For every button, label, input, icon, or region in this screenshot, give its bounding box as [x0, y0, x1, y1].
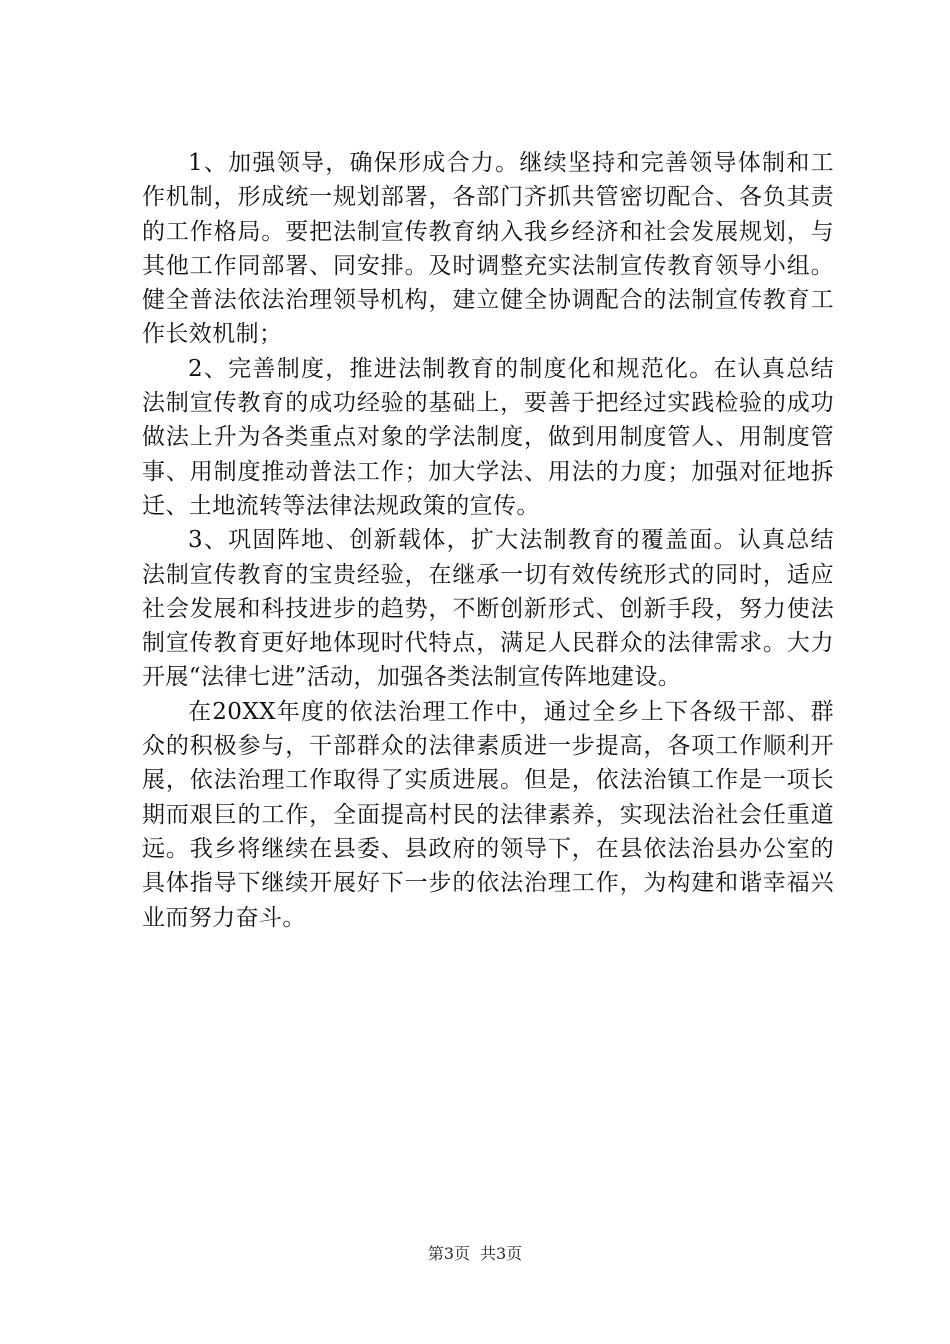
page-number-total: 共3页 [480, 1244, 523, 1263]
paragraph-improve-system: 2、完善制度，推进法制教育的制度化和规范化。在认真总结法制宣传教育的成功经验的基础上，要善于把经过实践检验的成功做法上升为各类重点对象的学法制度，做到用制度管人、用制度管事、用制度推动普法工作；加大学法、用法的力度；加强对征地拆迁、土地流转等法律法规政策的宣传。 [142, 355, 834, 519]
paragraph-annual-summary: 在20XX年度的依法治理工作中，通过全乡上下各级干部、群众的积极参与，干部群众的法律素质进一步提高，各项工作顺利开展，依法治理工作取得了实质进展。但是，依法治镇工作是一项长期而艰巨的工作，全面提高村民的法律素养，实现法治社会任重道远。我乡将继续在县委、县政府的领导下，在县依法治县办公室的具体指导下继续开展好下一步的依法治理工作，为构建和谐幸福兴业而努力奋斗。 [142, 698, 834, 931]
document-body [142, 146, 834, 935]
page-footer [0, 1244, 950, 1264]
paragraph-consolidate-positions: 3、巩固阵地、创新载体，扩大法制教育的覆盖面。认真总结法制宣传教育的宝贵经验，在继承一切有效传统形式的同时，适应社会发展和科技进步的趋势，不断创新形式、创新手段，努力使法制宣传教育更好地体现时代特点，满足人民群众的法律需求。大力开展“法律七进”活动，加强各类法制宣传阵地建设。 [142, 527, 834, 691]
paragraph-strengthen-leadership: 1、加强领导，确保形成合力。继续坚持和完善领导体制和工作机制，形成统一规划部署，各部门齐抓共管密切配合、各负其责的工作格局。要把法制宣传教育纳入我乡经济和社会发展规划，与其他工作同部署、同安排。及时调整充实法制宣传教育领导小组。健全普法依法治理领导机构，建立健全协调配合的法制宣传教育工作长效机制； [142, 150, 834, 348]
page-number-current: 第3页 [427, 1244, 470, 1263]
